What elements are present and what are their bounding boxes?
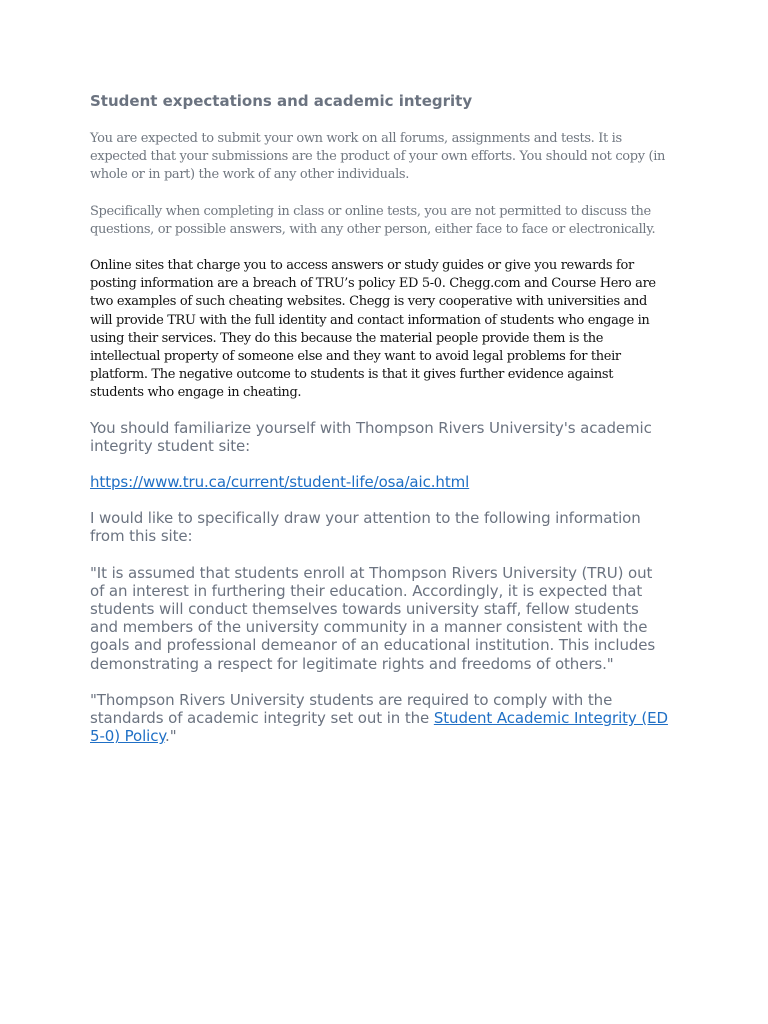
- tests-paragraph: Specifically when completing in class or online tests, you are not permitted to discuss the questions, or possible answers, with any other person, either face to face or electronically.: [90, 203, 656, 237]
- quote2-text: "Thompson Rivers University students are required to comply with the standards of academic integrity set out in the: [90, 690, 613, 728]
- site-url-paragraph: [90, 473, 670, 491]
- cheating-sites-paragraph: Online sites that charge you to access answers or study guides or give you rewards for posting information are a breach of TRU’s policy ED 5-0. Chegg.com and Course Hero are two examples of such cheating websites. Chegg is very cooperative with universities and will provide TRU with the full identity and contact information of students who engage in using their services. They do this because the material people provide them is the intellectual property of someone else and they want to avoid legal problems for their platform. The negative outcome to students is that it gives further evidence against students who engage in cheating.: [90, 258, 656, 401]
- familiarize-paragraph: You should familiarize yourself with Thompson Rivers University's academic integrity student site:: [90, 418, 652, 455]
- quote-paragraph-1: "It is assumed that students enroll at Thompson Rivers University (TRU) out of an interest in furthering their education. Accordingly, it is expected that students will conduct themselves towards university staff, fellow students and members of the university community in a manner consistent with the goals and professional demeanor of an educational institution. This includes demonstrating a respect for legitimate rights and freedoms of others.": [90, 563, 656, 673]
- page-title: Student expectations and academic integrity: [90, 92, 473, 110]
- policy-link[interactable]: Student Academic Integrity (ED 5-0) Policy: [90, 709, 668, 746]
- attention-paragraph: I would like to specifically draw your attention to the following information from this site:: [90, 509, 641, 546]
- quote2-end: .": [165, 727, 177, 746]
- quote-paragraph-2: [90, 691, 670, 746]
- expectations-paragraph: You are expected to submit your own work on all forums, assignments and tests. It is expected that your submissions are the product of your own efforts. You should not copy (in whole or in part) the work of any other individuals.: [90, 131, 666, 183]
- academic-integrity-site-link[interactable]: https://www.tru.ca/current/student-life/osa/aic.html: [90, 473, 470, 492]
- document-page: [90, 90, 670, 745]
